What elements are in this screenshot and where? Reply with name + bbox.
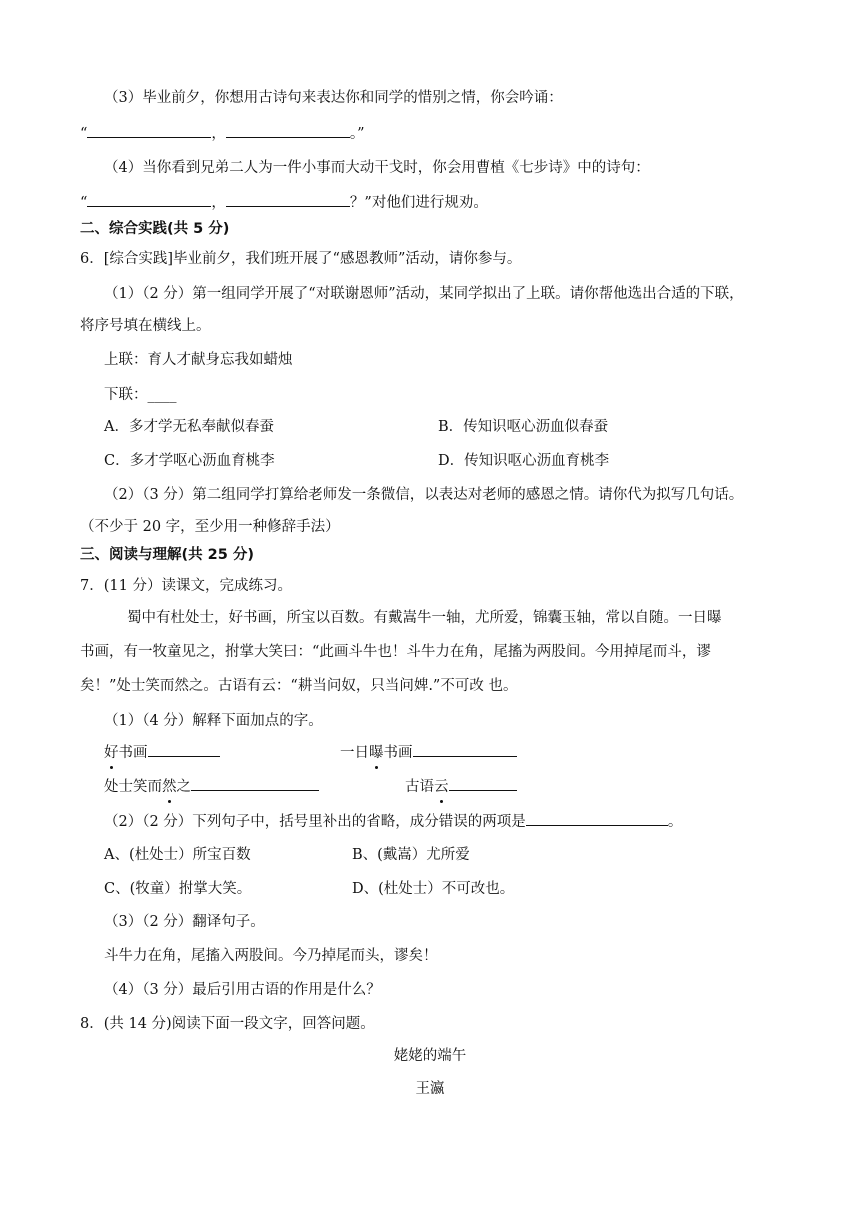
dotted-character: 曝 [369, 745, 384, 761]
answer-blank[interactable] [191, 776, 319, 791]
word-item: 一日曝书画 [340, 742, 517, 762]
option-a[interactable]: A．多才学无私奉献似春蚕 [104, 419, 274, 435]
upper-couplet: 上联：育人才献身忘我如蜡烛 [104, 352, 293, 368]
lower-couplet: 下联：____ [104, 387, 177, 403]
q7-part2-prompt: （2）（2 分）下列句子中，括号里补出的省略，成分错误的两项是 。 [104, 811, 682, 831]
dotted-character: 好 [104, 745, 119, 761]
q7-part1-prompt: （1）（4 分）解释下面加点的字。 [104, 713, 323, 729]
word-item: 好书画 [104, 742, 220, 762]
answer-blank[interactable] [87, 192, 211, 207]
q7-part4-prompt: （4）（3 分）最后引用古语的作用是什么？ [104, 982, 381, 998]
q8-intro: 8．(共 14 分)阅读下面一段文字，回答问题。 [80, 1016, 375, 1032]
q5-part4-answer-line: “ ， ？”对他们进行规劝。 [80, 192, 488, 212]
article-author: 王瀛 [415, 1081, 445, 1097]
q6-part2-line1: （2）（3 分）第二组同学打算给老师发一条微信，以表达对老师的感恩之情。请你代为拟写几句话。 [104, 487, 744, 503]
answer-blank[interactable] [148, 742, 220, 757]
dotted-character: 云 [434, 779, 449, 795]
q7-part3-prompt: （3）（2 分）翻译句子。 [104, 914, 265, 930]
q5-part3-answer-line: “ ， 。” [80, 123, 365, 143]
dotted-character: 然 [162, 779, 177, 795]
q6-part1-line1: （1）（2 分）第一组同学开展了“对联谢恩师”活动，某同学拟出了上联。请你帮他选出合适的下联， [104, 286, 744, 302]
word-item: 古语云 [405, 776, 517, 796]
option-b[interactable]: B、(戴嵩）尤所爱 [352, 847, 470, 863]
passage-line: 矣！”处士笑而然之。古语有云：“耕当问奴，只当问婢.”不可改 也。 [80, 678, 518, 694]
q5-part4-prompt: （4）当你看到兄弟二人为一件小事而大动干戈时，你会用曹植《七步诗》中的诗句： [104, 160, 650, 176]
option-d[interactable]: D．传知识呕心沥血育桃李 [438, 453, 610, 469]
section-heading: 二、综合实践(共 5 分) [80, 221, 230, 237]
passage-line: 书画，有一牧童见之，拊掌大笑曰：“此画斗牛也！斗牛力在角，尾搐为两股间。今用掉尾而斗，谬 [80, 644, 711, 660]
q7-intro: 7．(11 分）读课文，完成练习。 [80, 578, 292, 594]
option-c[interactable]: C、(牧童）拊掌大笑。 [104, 881, 252, 897]
answer-blank[interactable] [526, 811, 668, 826]
answer-blank[interactable] [226, 192, 350, 207]
q6-part1-line2: 将序号填在横线上。 [80, 318, 211, 334]
q5-part3-prompt: （3）毕业前夕，你想用古诗句来表达你和同学的惜别之情，你会吟诵： [104, 90, 563, 106]
answer-blank[interactable] [449, 776, 517, 791]
q6-part2-line2: （不少于 20 字，至少用一种修辞手法） [80, 519, 340, 535]
option-a[interactable]: A、(杜处士）所宝百数 [104, 847, 251, 863]
option-d[interactable]: D、(杜处士）不可改也。 [352, 881, 515, 897]
translation-sentence: 斗牛力在角，尾搐入两股间。今乃掉尾而头，谬矣！ [104, 948, 438, 964]
option-c[interactable]: C．多才学呕心沥血育桃李 [104, 453, 275, 469]
word-item: 处士笑而然之 [104, 776, 319, 796]
option-b[interactable]: B．传知识呕心沥血似春蚕 [438, 419, 609, 435]
passage-line: 蜀中有杜处士，好书画，所宝以百数。有戴嵩牛一轴，尤所爱，锦囊玉轴，常以自随。一日曝 [127, 610, 722, 626]
article-title: 姥姥的端午 [393, 1048, 467, 1064]
answer-blank[interactable] [87, 123, 211, 138]
answer-blank[interactable] [413, 742, 517, 757]
answer-blank[interactable] [226, 123, 350, 138]
q6-intro: 6．[综合实践]毕业前夕，我们班开展了“感恩教师”活动，请你参与。 [80, 251, 522, 267]
section-heading: 三、阅读与理解(共 25 分) [80, 547, 255, 563]
